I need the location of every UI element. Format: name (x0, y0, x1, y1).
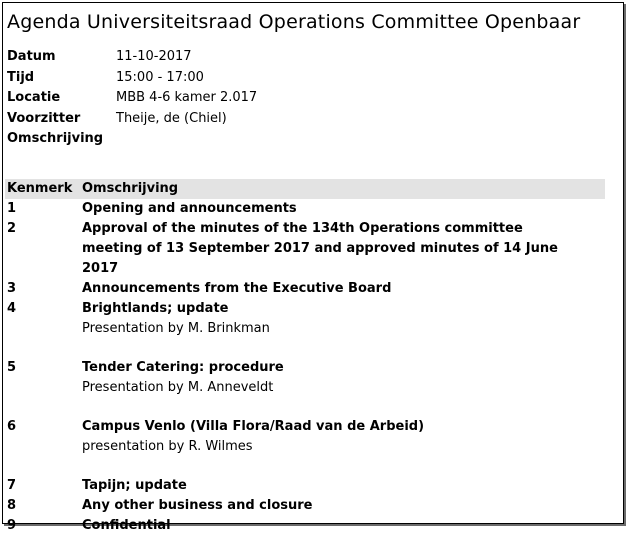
meta-label: Tijd (7, 69, 35, 85)
agenda-item-number: 6 (7, 419, 17, 434)
agenda-item-number: 2 (7, 221, 17, 236)
agenda-item-title: Announcements from the Executive Board (82, 281, 392, 296)
meta-value: MBB 4-6 kamer 2.017 (116, 90, 258, 105)
agenda-item-number: 1 (7, 201, 17, 216)
agenda-document (2, 2, 624, 533)
agenda-item-presenter: Presentation by M. Anneveldt (82, 380, 274, 395)
agenda-item-title: Brightlands; update (82, 301, 229, 316)
agenda-item-number: 9 (7, 518, 17, 533)
agenda-item-presenter: presentation by R. Wilmes (82, 439, 253, 454)
agenda-item (5, 279, 605, 299)
meta-value: Theije, de (Chiel) (116, 110, 227, 126)
agenda-item-title: Tapijn; update (82, 478, 187, 493)
agenda-item-title: Opening and announcements (82, 201, 297, 216)
agenda-item-title: Confidential (82, 518, 171, 533)
agenda-item-number: 8 (7, 498, 17, 513)
agenda-item (5, 219, 605, 279)
agenda-item-number: 5 (7, 360, 17, 375)
page-title: Agenda Universiteitsraad Operations Committee Openbaar (7, 11, 581, 33)
column-header-omschrijving: Omschrijving (82, 181, 179, 196)
agenda-item-number: 4 (7, 301, 17, 316)
meta-label: Omschrijving (7, 131, 104, 146)
agenda-item-title: Campus Venlo (Villa Flora/Raad van de Arbeid) (82, 419, 425, 434)
agenda-item (5, 496, 605, 516)
agenda-table (5, 179, 605, 536)
meta-label: Voorzitter (7, 110, 81, 126)
meta-label: Datum (7, 49, 56, 64)
meta-label: Locatie (7, 90, 61, 105)
agenda-item (5, 358, 605, 398)
column-header-kenmerk: Kenmerk (7, 181, 73, 196)
agenda-item (5, 199, 605, 219)
agenda-item-title: Approval of the minutes of the 134th Operations committee meeting of 13 September 2017 and approved minutes of 14 June 2017 (82, 221, 558, 276)
agenda-item-number: 3 (7, 281, 17, 296)
agenda-header-row (5, 179, 605, 199)
meta-value: 11-10-2017 (116, 49, 192, 64)
agenda-item (5, 417, 605, 457)
meta-value: 15:00 - 17:00 (116, 69, 204, 85)
agenda-item-title: Tender Catering: procedure (82, 360, 284, 375)
agenda-item (5, 476, 605, 496)
agenda-item-presenter: Presentation by M. Brinkman (82, 321, 270, 336)
agenda-item (5, 516, 605, 536)
agenda-item-title: Any other business and closure (82, 498, 313, 513)
agenda-item (5, 299, 605, 339)
agenda-item-number: 7 (7, 478, 17, 493)
